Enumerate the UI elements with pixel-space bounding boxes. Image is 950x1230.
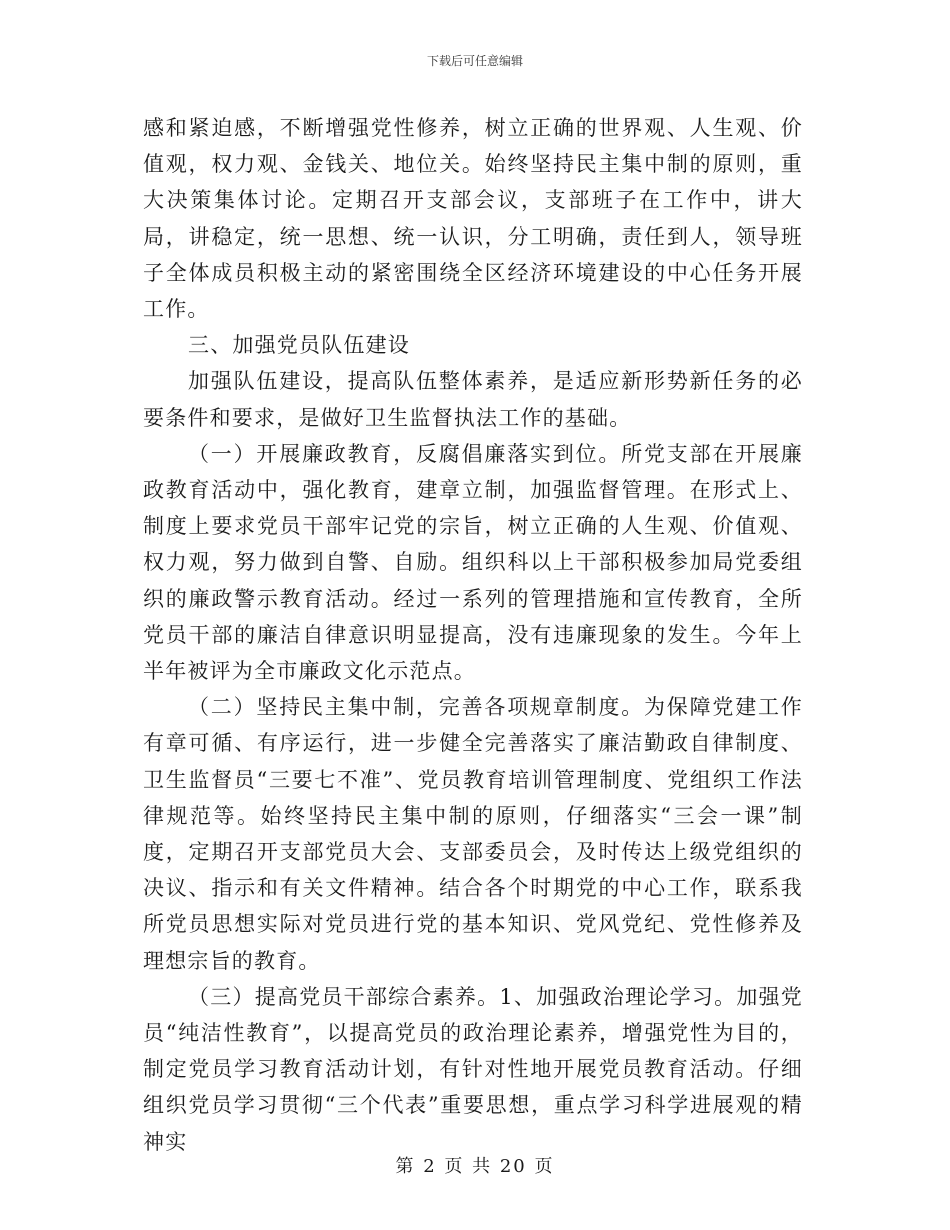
paragraph-3: （一）开展廉政教育，反腐倡廉落实到位。所党支部在开展廉政教育活动中，强化教育，建章立制，加强监督管理。在形式上、制度上要求党员干部牢记党的宗旨，树立正确的人生观、价值观、权力观，努力做到自警、自励。组织科以上干部积极参加局党委组织的廉政警示教育活动。经过一系列的管理措施和宣传教育，全所党员干部的廉洁自律意识明显提高，没有违廉现象的发生。今年上半年被评为全市廉政文化示范点。 xyxy=(143,441,803,684)
paragraph-1: 感和紧迫感，不断增强党性修养，树立正确的世界观、人生观、价值观，权力观、金钱关、地位关。始终坚持民主集中制的原则，重大决策集体讨论。定期召开支部会议，支部班子在工作中，讲大局，讲稳定，统一思想、统一认识，分工明确，责任到人，领导班子全体成员积极主动的紧密围绕全区经济环境建设的中心任务开展工作。 xyxy=(143,116,803,322)
paragraph-4: （二）坚持民主集中制，完善各项规章制度。为保障党建工作有章可循、有序运行，进一步健全完善落实了廉洁勤政自律制度、卫生监督员“三要七不准”、党员教育培训管理制度、党组织工作法律规范等。始终坚持民主集中制的原则，仔细落实“三会一课”制度，定期召开支部党员大会、支部委员会，及时传达上级党组织的决议、指示和有关文件精神。结合各个时期党的中心工作，联系我所党员思想实际对党员进行党的基本知识、党风党纪、党性修养及理想宗旨的教育。 xyxy=(143,695,803,973)
section-heading: 三、加强党员队伍建设 xyxy=(188,333,410,358)
paragraph-5: （三）提高党员干部综合素养。1、加强政治理论学习。加强党员“纯洁性教育”，以提高党员的政治理论素养，增强党性为目的，制定党员学习教育活动计划，有针对性地开展党员教育活动。仔细组织党员学习贯彻“三个代表”重要思想，重点学习科学进展观的精神实 xyxy=(143,984,803,1154)
document-body xyxy=(143,110,803,1160)
page-footer: 第 2 页 共 20 页 xyxy=(395,1156,555,1177)
paragraph-2: 加强队伍建设，提高队伍整体素养，是适应新形势新任务的必要条件和要求，是做好卫生监督执法工作的基础。 xyxy=(143,369,803,430)
page-header: 下载后可任意编辑 xyxy=(426,54,523,68)
